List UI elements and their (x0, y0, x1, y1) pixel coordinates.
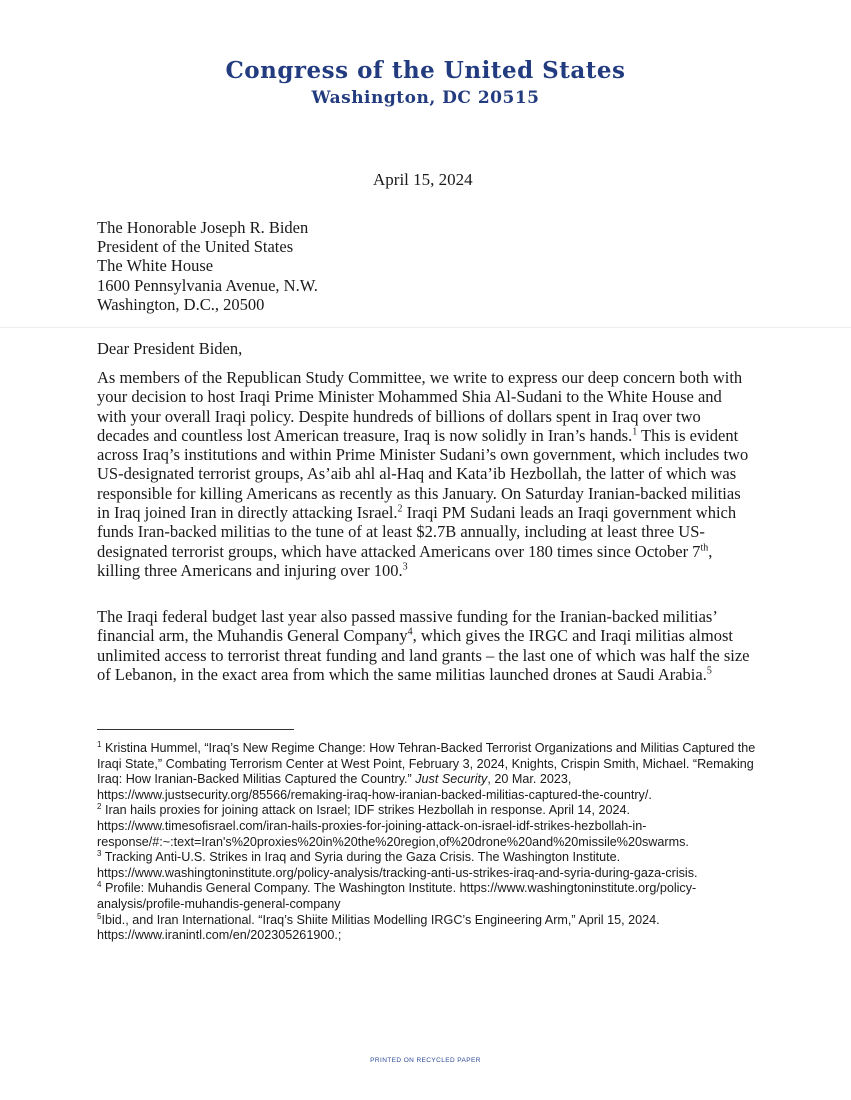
paragraph-text: The Iraqi federal budget last year also passed massive funding for the Iranian-backed militias’ financial arm, the Muhandis General Company (97, 607, 717, 646)
footnote-number: 1 (97, 739, 102, 749)
footnote-text: Iran hails proxies for joining attack on Israel; IDF strikes Hezbollah in response. April 14, 2024. https://www.timesofisrael.com/iran-hails-proxies-for-joining-attack-on-israel-idf-strikes-hezbollah-in-response/#:~:text=Iran's%20proxies%20in%20the%20region,of%20drone%20and%20missile%20swarms. (97, 803, 689, 849)
footnote-ref: 1 (632, 426, 638, 438)
footnote-number: 5 (97, 911, 102, 921)
footnote-5 (97, 913, 777, 944)
page-fold-line (0, 327, 851, 328)
footnote-italic-source: Just Security (415, 772, 488, 787)
letterhead-title: Congress of the United States (225, 57, 626, 84)
footnote-text: Profile: Muhandis General Company. The Washington Institute. https://www.washingtoninstitute.org/policy-analysis/profile-muhandis-general-company (97, 881, 697, 911)
recipient-address (97, 218, 318, 314)
paragraph-text: , which gives the IRGC and Iraqi militias almost unlimited access to terrorist threat funding and land grants – the last one of which was half the size of Lebanon, in the exact area from which the same militias launched drones at Saudi Arabia. (97, 626, 750, 684)
letterhead-subtitle: Washington, DC 20515 (311, 88, 540, 108)
address-line: The Honorable Joseph R. Biden (97, 218, 309, 237)
salutation: Dear President Biden, (97, 339, 243, 358)
footnote-divider (97, 729, 294, 730)
footnote-text: Kristina Hummel, “Iraq’s New Regime Change: How Tehran-Backed Terrorist Organizations and Militias Captured the Iraqi State,” Combating Terrorism Center at West Point, February 3, 2024, Knights, Crispin Smith, Michael. “Remaking Iraq: How Iranian-Backed Militias Captured the Country.” (97, 741, 756, 787)
paragraph-text: , killing three Americans and injuring over 100. (97, 541, 713, 580)
footnote-number: 2 (97, 802, 102, 812)
ordinal-suffix: th (700, 542, 709, 554)
address-line: The White House (97, 256, 214, 276)
letter-date: April 15, 2024 (373, 170, 473, 189)
footnote-ref: 4 (407, 626, 413, 638)
footnote-ref: 3 (402, 561, 408, 573)
footnote-3 (97, 850, 777, 881)
footnote-4 (97, 881, 777, 912)
footnote-text: , 20 Mar. 2023, https://www.justsecurity.org/85566/remaking-iraq-how-iranian-backed-militias-captured-the-country/. (97, 772, 652, 802)
body-paragraph-1 (97, 368, 755, 580)
recycled-paper-notice: PRINTED ON RECYCLED PAPER (370, 1057, 481, 1064)
footnote-1 (97, 741, 777, 803)
footnote-number: 4 (97, 880, 102, 890)
footnote-text: Tracking Anti-U.S. Strikes in Iraq and Syria during the Gaza Crisis. The Washington Institute. https://www.washingtoninstitute.org/policy-analysis/tracking-anti-us-strikes-iraq-and-syria-during-gaza-crisis. (97, 850, 698, 880)
letterhead (0, 56, 851, 110)
footnotes (97, 741, 777, 944)
paragraph-text: Iraqi PM Sudani leads an Iraqi government which funds Iran-backed militias to the tune of at least $2.7B annually, including at least three US-designated terrorist groups, which have attacked Americans over 180 times since October 7 (97, 503, 737, 561)
footnote-ref: 5 (706, 665, 712, 677)
footnote-ref: 2 (397, 503, 403, 515)
footnote-2 (97, 803, 777, 850)
paragraph-text: As members of the Republican Study Committee, we write to express our deep concern both with your decision to host Iraqi Prime Minister Mohammed Shia Al-Sudani to the White House and with your overall Iraqi policy. Despite hundreds of billions of dollars spent in Iraq over two decades and countless lost American treasure, Iraq is now solidly in Iran’s hands. (97, 368, 743, 445)
footnote-number: 3 (97, 848, 102, 858)
address-line: Washington, D.C., 20500 (97, 294, 265, 314)
body-paragraph-2 (97, 607, 755, 684)
address-line: 1600 Pennsylvania Avenue, N.W. (97, 275, 318, 295)
address-line: President of the United States (97, 237, 294, 257)
paragraph-text: This is evident across Iraq’s institutions and within Prime Minister Sudani’s own government, which includes two US-designated terrorist groups, As’aib ahl al-Haq and Kata’ib Hezbollah, the latter of which was responsible for killing Americans as recently as this January. On Saturday Iranian-backed militias in Iraq joined Iran in directly attacking Israel. (97, 425, 749, 523)
footnote-text: Ibid., and Iran International. “Iraq’s Shiite Militias Modelling IRGC’s Engineering Arm,” April 15, 2024. https://www.iranintl.com/en/202305261900.; (97, 912, 660, 943)
